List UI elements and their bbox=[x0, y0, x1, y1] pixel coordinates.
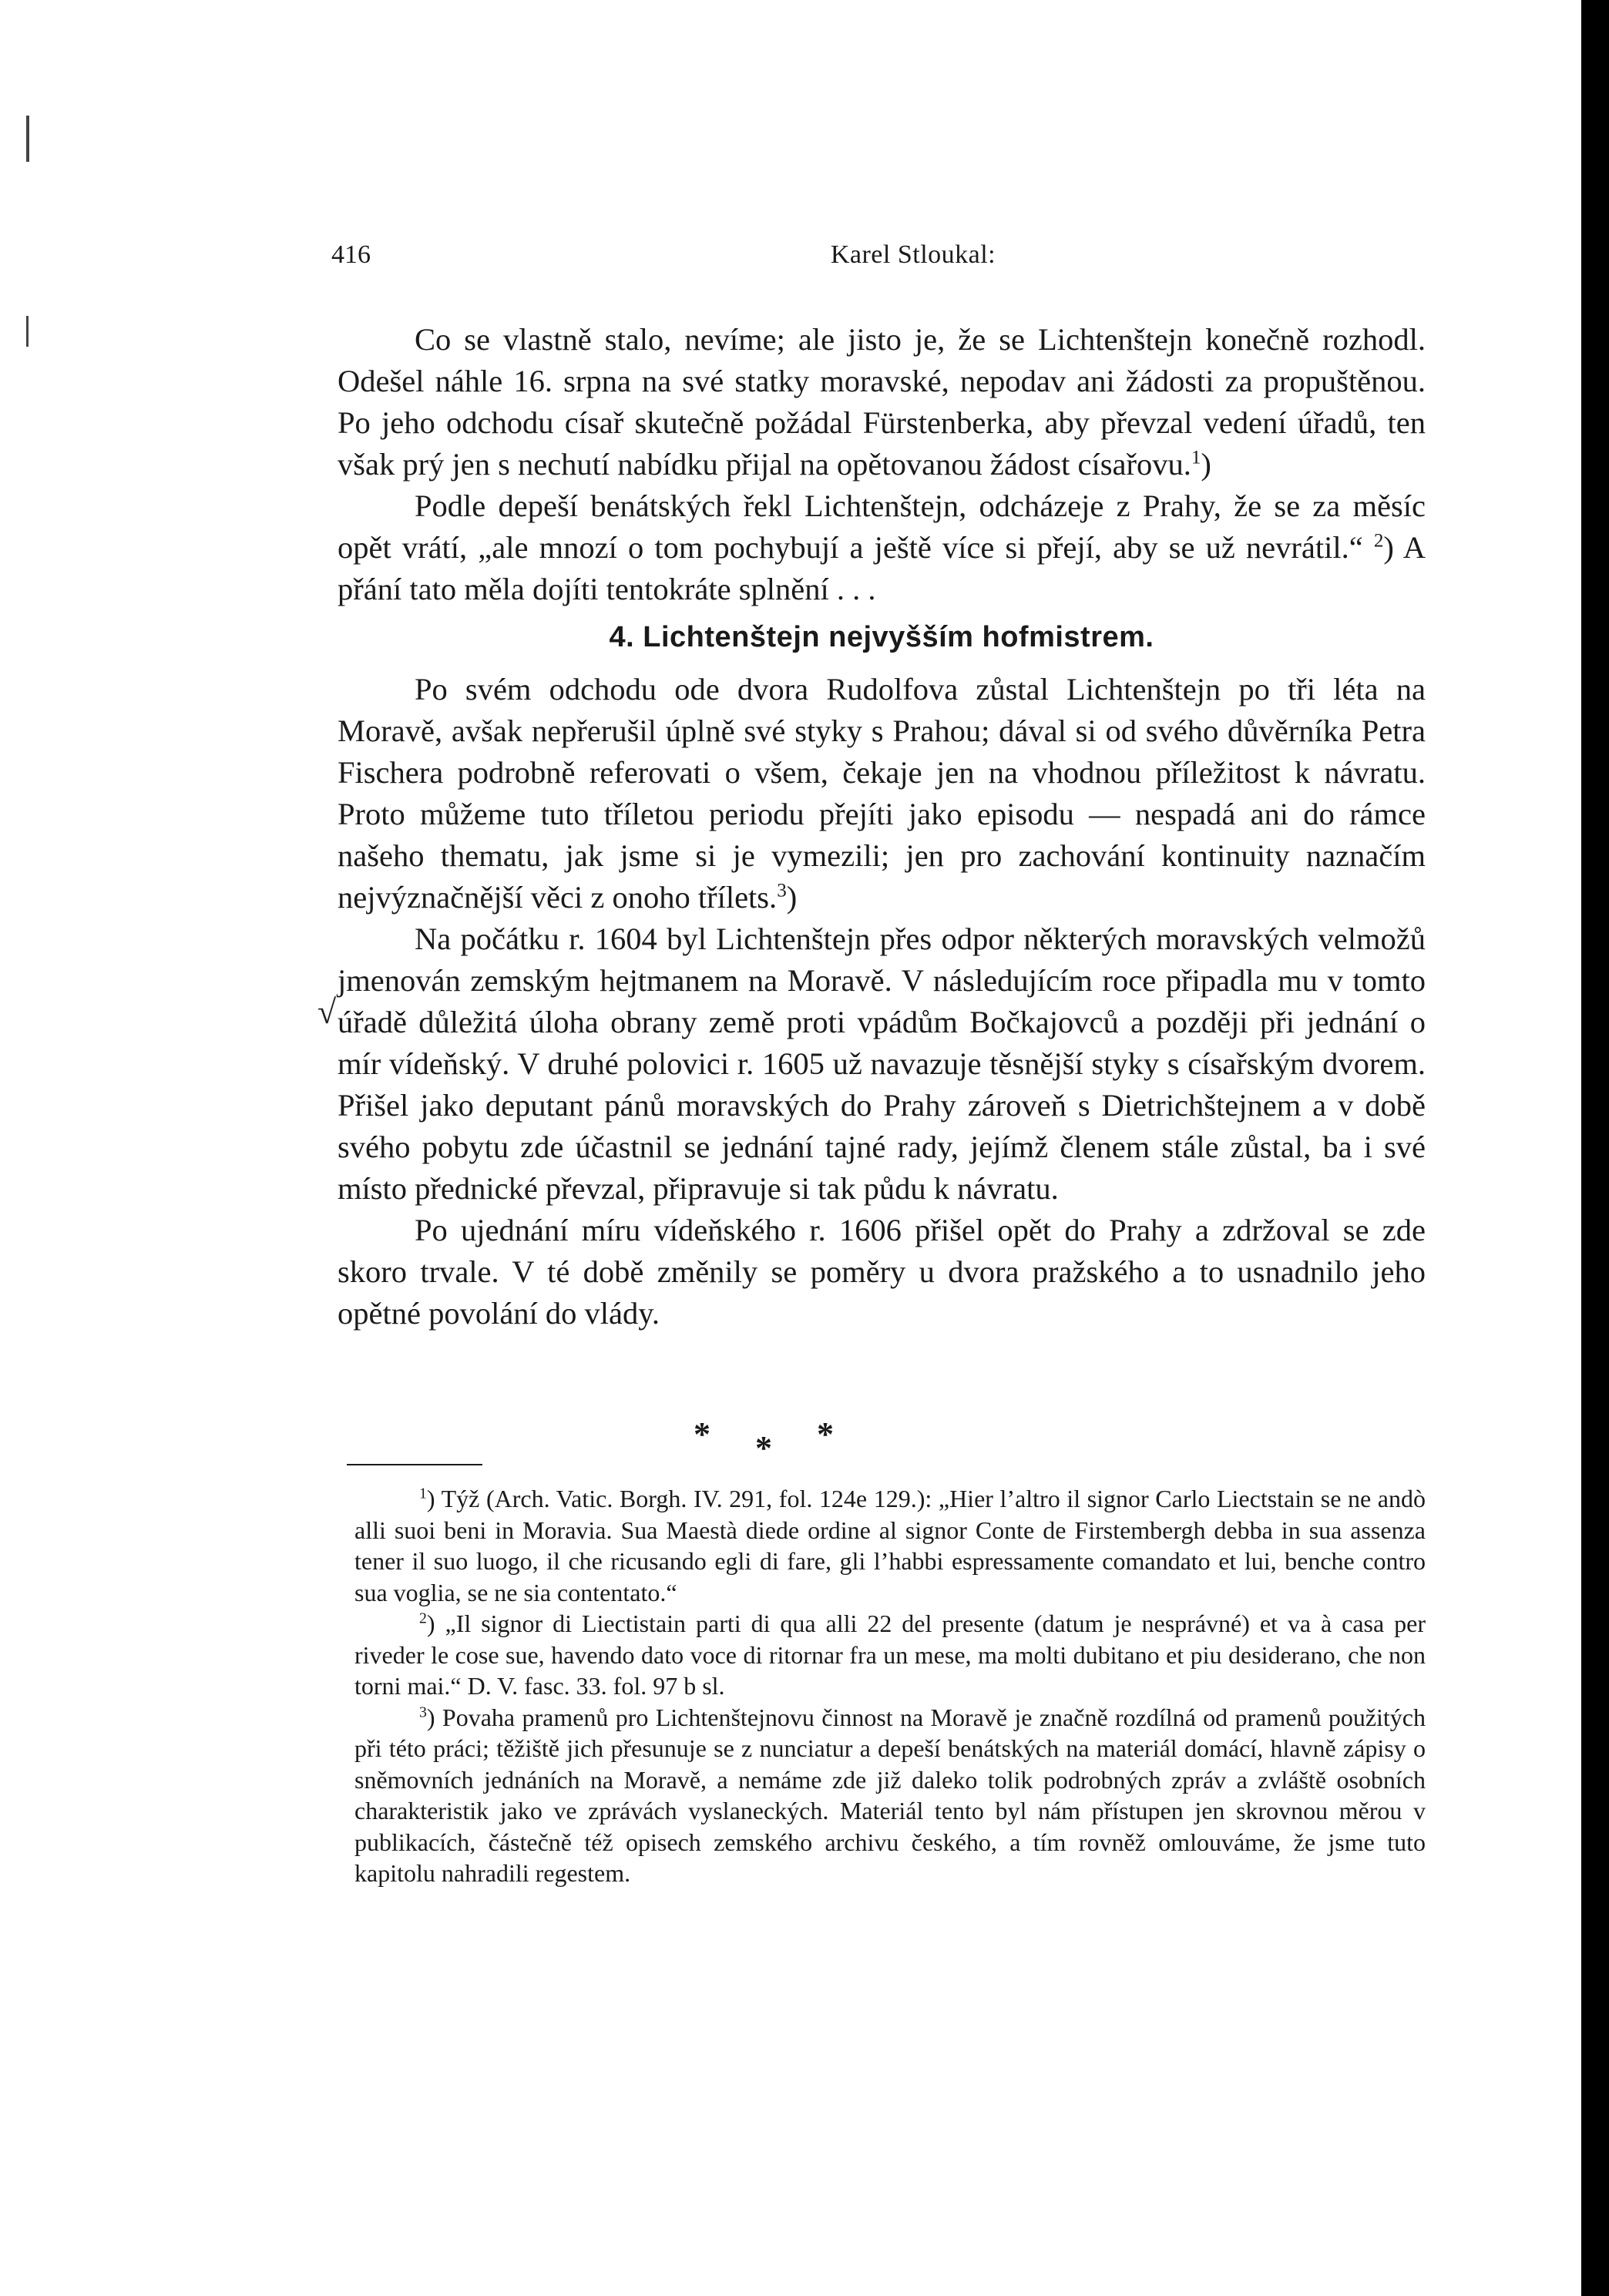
main-text bbox=[338, 319, 1426, 1334]
footnote bbox=[354, 1608, 1426, 1702]
page-edge-mark bbox=[26, 116, 29, 162]
asterisk: * bbox=[694, 1415, 710, 1453]
paragraph bbox=[338, 485, 1426, 610]
paragraph-text: Po svém odchodu ode dvora Rudolfova zůstal Lichtenštejn po tři léta na Moravě, avšak nepřerušil úplně své styky s Prahou; dával si od svého důvěrníka Petra Fischera podrobně referovati o všem, čekaje jen na vhodnou příležitost k návratu. Proto můžeme tuto tříletou periodu přejíti jako episodu — nespadá ani do rámce našeho thematu, jak jsme si je vymezili; jen pro zachování kontinuity naznačím nejvýznačnější věci z onoho třílets. bbox=[338, 672, 1426, 915]
footnote-separator bbox=[347, 1464, 482, 1465]
paragraph: Na počátku r. 1604 byl Lichtenštejn přes odpor některých moravských velmožů jmenován zemským hejtmanem na Moravě. V následujícím roce připadla mu v tomto úřadě důležitá úloha obrany země proti vpádům Bočkajovců a později při jednání o mír vídeňský. V druhé polovici r. 1605 už navazuje těsnější styky s císařským dvorem. Přišel jako deputant pánů moravských do Prahy zároveň s Dietrichštejnem a v době svého pobytu zde účastnil se jednání tajné rady, jejímž členem stále zůstal, ba i své místo přednické převzal, připravuje si tak půdu k návratu. bbox=[338, 921, 1426, 1206]
footnote-text: ) Povaha pramenů pro Lichtenštejnovu činnost na Moravě je značně rozdílná od pramenů použitých při této práci; těžiště jich přesunuje se z nunciatur a depeší benátských na materiál domácí, hlavně zápisy o sněmovních jednáních na Moravě, a nemáme zde již daleko tolik podrobných zpráv a zvláště osobních charakteristik jako ve zprávách vyslaneckých. Materiál tento byl nám přístupen jen skrovnou měrou v publikacích, částečně též opisech zemského archivu českého, a tím rovněž omlouváme, že jsme tuto kapitolu nahradili regestem. bbox=[354, 1703, 1426, 1887]
margin-annotation: √ bbox=[317, 993, 337, 1031]
running-head: Karel Stloukal: bbox=[830, 240, 996, 269]
section-heading: 4. Lichtenštejn nejvyšším hofmistrem. bbox=[609, 621, 1154, 653]
footnote-marker: 2 bbox=[419, 1610, 427, 1627]
footnote-ref: 3 bbox=[777, 880, 787, 901]
footnote bbox=[354, 1483, 1426, 1608]
page-header bbox=[331, 236, 1495, 274]
footnote-marker: 3 bbox=[419, 1703, 427, 1720]
paragraph bbox=[338, 669, 1426, 918]
paragraph bbox=[338, 319, 1426, 485]
page-edge-mark bbox=[26, 316, 29, 347]
paragraph-text: Podle depeší benátských řekl Lichtenštejn, odcházeje z Prahy, že se za měsíc opět vrátí, „ale mnozí o tom pochybují a ještě více si přejí, aby se už nevrátil.“ bbox=[338, 488, 1426, 565]
footnote bbox=[354, 1702, 1426, 1889]
footnotes bbox=[354, 1483, 1426, 1889]
footnote-ref: 1 bbox=[1191, 447, 1201, 468]
footnote-ref: 2 bbox=[1373, 530, 1384, 552]
footnote-marker: 1 bbox=[419, 1485, 427, 1502]
paragraph-text: ) A přání tato měla dojíti tentokráte splnění . . . bbox=[338, 530, 1426, 606]
paragraph-text: Co se vlastně stalo, nevíme; ale jisto je, že se Lichtenštejn konečně rozhodl. Odešel náhle 16. srpna na své statky moravské, nepodav ani žádosti za propuštěnou. Po jeho odchodu císař skutečně požádal Fürstenberka, aby převzal vedení úřadů, ten však prý jen s nechutí nabídku přijal na opětovanou žádost císařovu. bbox=[338, 322, 1426, 482]
paragraph: Po ujednání míru vídeňského r. 1606 přišel opět do Prahy a zdržoval se zde skoro trvale. V té době změnily se poměry u dvora pražského a to usnadnilo jeho opětné povolání do vlády. bbox=[338, 1213, 1426, 1331]
footnote-text: ) „Il signor di Liectistain parti di qua alli 22 del presente (datum je nesprávné) et va à casa per riveder le cose sue, havendo dato voce di ritornar fra un mese, ma molti dubitano et piu desiderano, che non torni mai.“ D. V. fasc. 33. fol. 97 b sl. bbox=[354, 1610, 1426, 1700]
paragraph-text: ) bbox=[1201, 447, 1211, 482]
page-number: 416 bbox=[331, 240, 371, 269]
footnote-text: ) Týž (Arch. Vatic. Borgh. IV. 291, fol. 124e 129.): „Hier l’altro il signor Carlo Liectstain se ne andò alli suoi beni in Moravia. Sua Maestà diede ordine al signor Conte de Firstembergh debba in sua assenza tener il suo luogo, il che ricusando egli di fare, gli l’habbi espressamente comandato et lui, benche contro sua voglia, se ne sia contentato.“ bbox=[354, 1485, 1426, 1606]
asterisk: * bbox=[817, 1415, 834, 1453]
paragraph-text: ) bbox=[786, 880, 798, 915]
asterisk: * bbox=[755, 1429, 772, 1467]
section-asterisks bbox=[694, 1415, 1033, 1467]
